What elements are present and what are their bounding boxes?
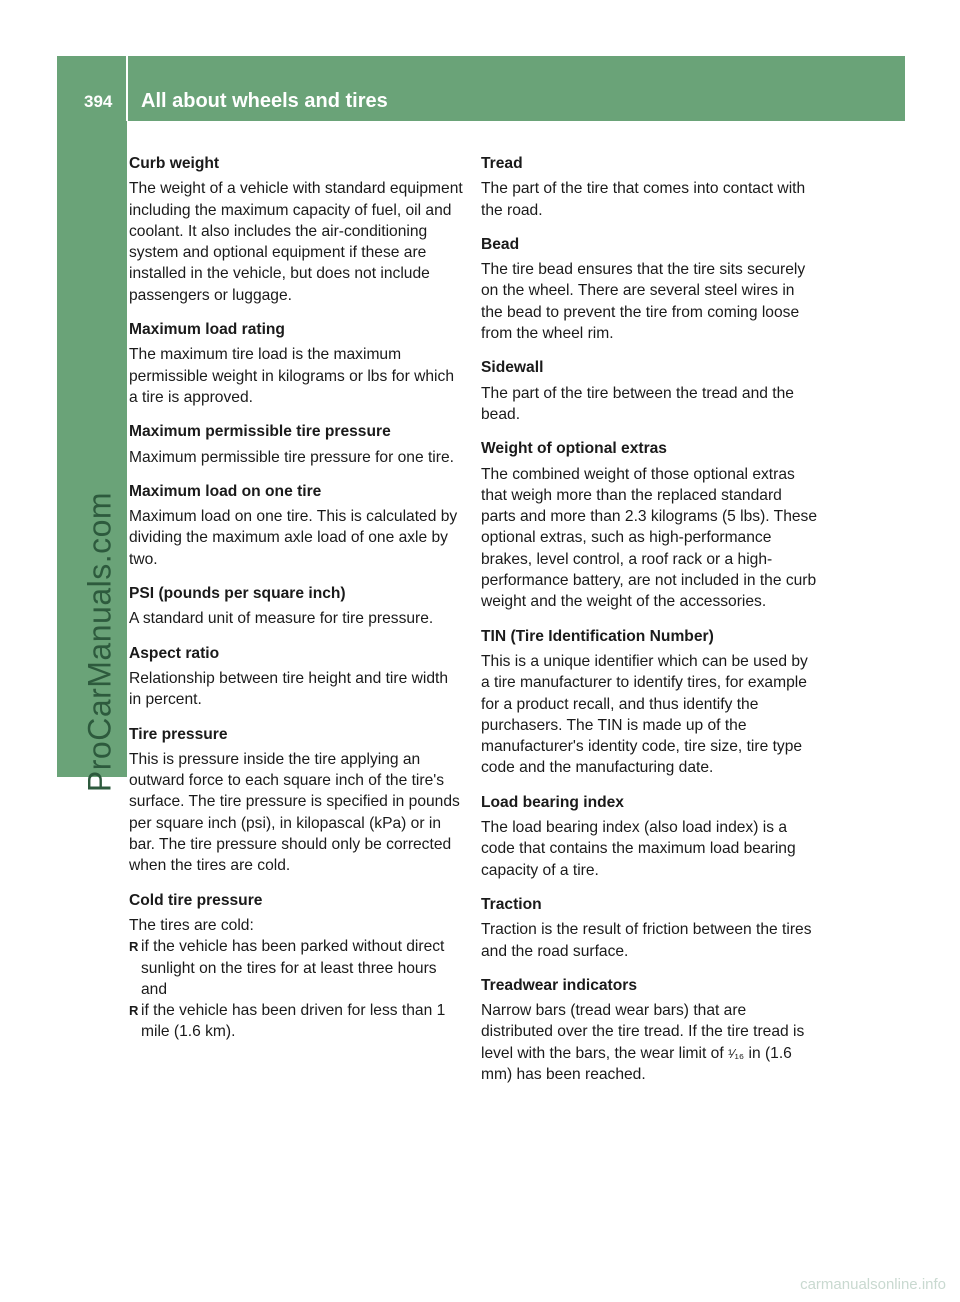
left-column: [129, 153, 464, 1056]
term-definition: The tire bead ensures that the tire sits securely on the wheel. There are several steel wires in the bead to prevent the tire from coming loose from the wheel rim.: [481, 261, 806, 343]
term-definition: The load bearing index (also load index) is a code that contains the maximum load bearing capacity of a tire.: [481, 819, 796, 879]
definition-text: in (1.6 mm) has been reached.: [481, 1044, 792, 1083]
watermark-text: ProCarManuals.com: [81, 491, 118, 793]
term-definition: A standard unit of measure for tire pressure.: [129, 610, 434, 628]
term-definition: Maximum permissible tire pressure for one tire.: [129, 448, 454, 466]
term-heading: Maximum load rating: [129, 321, 285, 339]
header-divider: [126, 56, 128, 121]
glossary-entry-tire-pressure: [129, 724, 464, 877]
glossary-entry-sidewall: [481, 357, 818, 425]
page-number: 394: [84, 92, 113, 111]
list-item: [129, 936, 464, 1000]
bullet-marker-icon: R: [129, 1003, 139, 1019]
list-item: [129, 1000, 464, 1043]
right-column: [481, 153, 818, 1098]
glossary-entry-max-load-one-tire: [129, 481, 464, 570]
glossary-entry-tin: [481, 626, 818, 779]
term-heading: Traction: [481, 895, 542, 913]
footer-site-text: carmanualsonline.info: [800, 1276, 946, 1293]
term-heading: Bead: [481, 235, 520, 253]
glossary-entry-tread: [481, 153, 818, 221]
term-definition: Traction is the result of friction between the tires and the road surface.: [481, 921, 812, 960]
term-heading: Sidewall: [481, 359, 544, 377]
term-definition: The weight of a vehicle with standard equipment including the maximum capacity of fuel, oil and coolant. It also includes the air-conditioning system and optional equipment if these are installed in the vehicle, but does not include passengers or luggage.: [129, 180, 463, 304]
glossary-entry-traction: [481, 894, 818, 962]
term-definition: This is pressure inside the tire applying an outward force to each square inch of the tire's surface. The tire pressure is specified in pounds per square inch (psi), in kilopascal (kPa) or in bar. The tire pressure should only be corrected when the tires are cold.: [129, 750, 460, 875]
list-item-text: if the vehicle has been parked without direct sunlight on the tires for at least three hours and: [141, 938, 445, 998]
glossary-entry-max-tire-pressure: [129, 421, 464, 468]
list-item-text: if the vehicle has been driven for less than 1 mile (1.6 km).: [141, 1002, 446, 1041]
term-heading: Tire pressure: [129, 725, 228, 743]
fraction-text: ¹⁄₁₆: [728, 1045, 745, 1061]
term-definition: The tires are cold:: [129, 916, 254, 934]
term-heading: Weight of optional extras: [481, 440, 667, 458]
term-definition: The part of the tire that comes into contact with the road.: [481, 180, 806, 219]
glossary-entry-psi: [129, 583, 464, 630]
term-heading: PSI (pounds per square inch): [129, 585, 346, 603]
glossary-entry-load-index: [481, 792, 818, 881]
bullet-marker-icon: R: [129, 939, 139, 955]
glossary-entry-bead: [481, 234, 818, 344]
term-heading: Aspect ratio: [129, 644, 220, 662]
term-heading: TIN (Tire Identification Number): [481, 627, 714, 645]
glossary-entry-max-load-rating: [129, 319, 464, 408]
term-heading: Curb weight: [129, 155, 220, 172]
term-definition: The combined weight of those optional extras that weigh more than the replaced standard parts and more than 2.3 kilograms (5 lbs). These optional extras, such as high-performance brakes, level control, a roof rack or a high-performance battery, are not included in the curb weight and the weight of the accessories.: [481, 465, 818, 611]
term-heading: Tread: [481, 155, 523, 172]
bullet-list: [129, 936, 464, 1042]
term-definition: Relationship between tire height and tire width in percent.: [129, 669, 449, 709]
term-definition: The part of the tire between the tread and the bead.: [481, 384, 794, 423]
term-definition: This is a unique identifier which can be used by a tire manufacturer to identify tires, for example for a product recall, and thus identify the purchasers. The TIN is made up of the manufacturer's identity code, tire size, tire type code and the manufacturing date.: [481, 652, 808, 777]
term-heading: Maximum permissible tire pressure: [129, 423, 391, 441]
glossary-entry-cold-tire-pressure: [129, 890, 464, 1043]
page-title: All about wheels and tires: [141, 90, 388, 112]
glossary-entry-optional-extras: [481, 438, 818, 612]
glossary-entry-treadwear: [481, 975, 818, 1085]
term-heading: Cold tire pressure: [129, 891, 263, 909]
definition-text: Narrow bars (tread wear bars) that are distributed over the tire tread. If the tire tread is level with the bars, the wear limit of: [481, 1002, 805, 1062]
glossary-entry-curb-weight: [129, 153, 464, 306]
term-definition: [481, 1000, 818, 1085]
term-definition: The maximum tire load is the maximum permissible weight in kilograms or lbs for which a tire is approved.: [129, 346, 454, 406]
term-definition: Maximum load on one tire. This is calculated by dividing the maximum axle load of one axle by two.: [129, 508, 458, 568]
term-heading: Maximum load on one tire: [129, 482, 322, 500]
term-heading: Load bearing index: [481, 793, 624, 811]
glossary-entry-aspect-ratio: [129, 643, 464, 711]
term-heading: Treadwear indicators: [481, 976, 637, 994]
